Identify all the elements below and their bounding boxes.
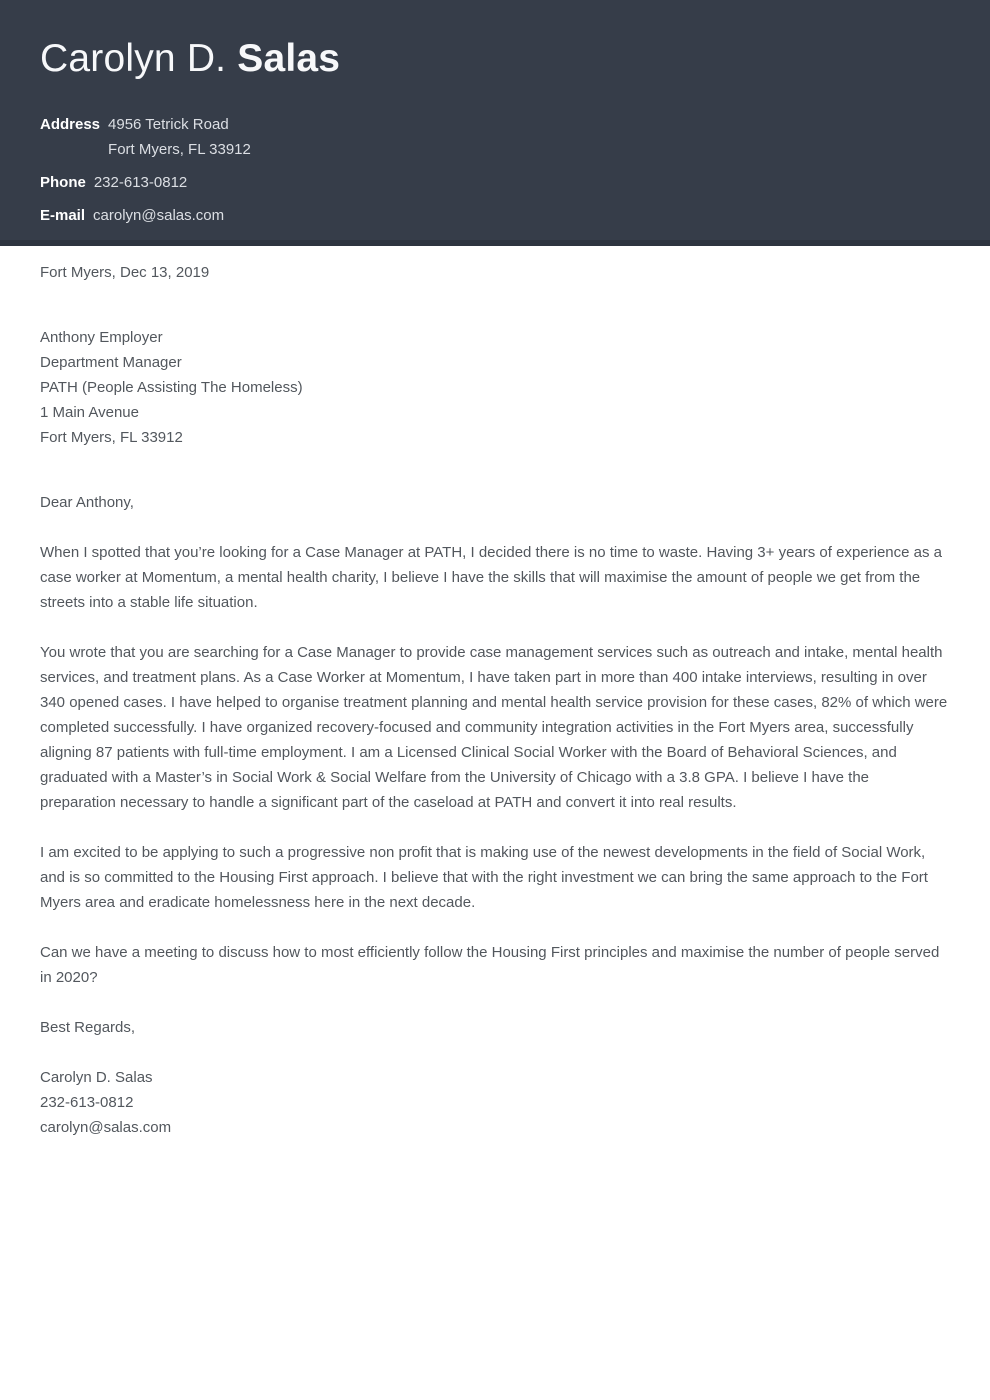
signature-block	[40, 1065, 948, 1140]
contact-row-phone	[40, 170, 948, 195]
address-value	[108, 112, 251, 162]
phone-label: Phone	[40, 174, 86, 191]
recipient-street: 1 Main Avenue	[40, 404, 139, 421]
closing: Best Regards,	[40, 1019, 136, 1036]
salutation: Dear Anthony,	[40, 494, 134, 511]
paragraph-3: I am excited to be applying to such a progressive non profit that is making use of the newest developments in the field of Social Work, and is so committed to the Housing First approach. I believe that with the right investment we can bring the same approach to the Fort Myers area and eradicate homelessness here in the next decade.	[40, 844, 928, 911]
paragraph-1: When I spotted that you’re looking for a Case Manager at PATH, I decided there is no time to waste. Having 3+ years of experience as a case worker at Momentum, a mental health charity, I believe I have the skills that will maximise the amount of people we get from the streets into a stable life situation.	[40, 544, 943, 611]
address-line-2: Fort Myers, FL 33912	[108, 141, 251, 158]
letter-body	[0, 246, 990, 1140]
signature-name: Carolyn D. Salas	[40, 1069, 153, 1086]
recipient-company: PATH (People Assisting The Homeless)	[40, 379, 303, 396]
contact-row-address	[40, 112, 948, 162]
date-line: Fort Myers, Dec 13, 2019	[40, 264, 210, 281]
paragraph-2: You wrote that you are searching for a Case Manager to provide case management services such as outreach and intake, mental health services, and treatment plans. As a Case Worker at Momentum, I have taken part in more than 400 intake interviews, resulting in over 340 opened cases. I have helped to organise treatment planning and mental health service provision for these cases, 82% of which were completed successfully. I have organized recovery-focused and community integration activities in the Fort Myers area, successfully aligning 87 patients with full-time employment. I am a Licensed Clinical Social Worker with the Board of Behavioral Sciences, and graduated with a Master’s in Social Work & Social Welfare from the University of Chicago with a 3.8 GPA. I believe I have the preparation necessary to handle a significant part of the caseload at PATH and convert it into real results.	[40, 644, 948, 811]
person-last-name: Salas	[237, 37, 341, 80]
recipient-city: Fort Myers, FL 33912	[40, 429, 183, 446]
paragraph-4: Can we have a meeting to discuss how to most efficiently follow the Housing First principles and maximise the number of people served in 2020?	[40, 944, 940, 986]
contact-info	[40, 112, 948, 228]
address-label: Address	[40, 116, 101, 133]
letter-header	[0, 0, 990, 246]
person-name	[40, 36, 948, 82]
person-first-name: Carolyn D.	[40, 37, 227, 80]
contact-row-email	[40, 203, 948, 228]
address-line-1: 4956 Tetrick Road	[108, 116, 229, 133]
signature-phone: 232-613-0812	[40, 1094, 134, 1111]
email-label: E-mail	[40, 207, 86, 224]
phone-value: 232-613-0812	[93, 174, 188, 191]
recipient-block	[40, 325, 948, 450]
signature-email: carolyn@salas.com	[40, 1119, 172, 1136]
email-value: carolyn@salas.com	[93, 207, 225, 224]
recipient-title: Department Manager	[40, 354, 182, 371]
recipient-name: Anthony Employer	[40, 329, 163, 346]
